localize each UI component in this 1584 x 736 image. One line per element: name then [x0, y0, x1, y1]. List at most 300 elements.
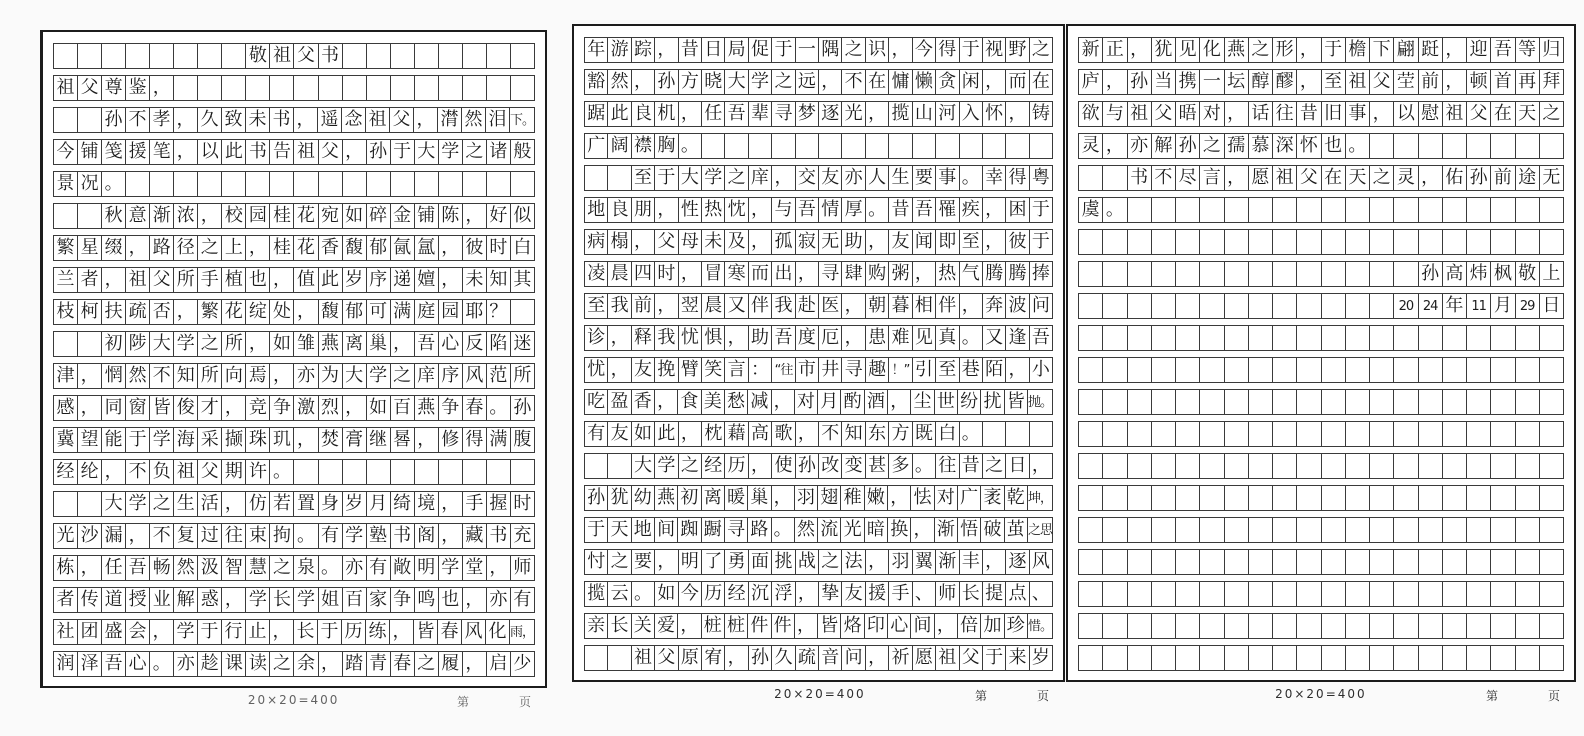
grid-cell: ， [126, 235, 150, 261]
grid-cell: 闻 [913, 229, 936, 255]
grid-cell: 吾 [1030, 325, 1053, 351]
grid-cell: 茔 [1394, 69, 1418, 95]
grid-cell: 有 [511, 587, 535, 613]
grid-cell: 光 [53, 523, 78, 549]
grid-cell: 形 [1273, 37, 1297, 63]
grid-cell: 爱 [655, 613, 678, 639]
grid-cell: 学 [655, 453, 678, 479]
grid-cell [1491, 613, 1515, 639]
grid-cell [343, 171, 367, 197]
grid-cell: 逐 [1006, 549, 1029, 575]
grid-cell: 皆 [414, 619, 438, 645]
grid-cell: 上 [222, 235, 246, 261]
grid-cell: 解 [1152, 133, 1176, 159]
grid-cell: 祖 [1273, 165, 1297, 191]
grid-cell: ： [749, 357, 772, 383]
grid-cell [1273, 613, 1297, 639]
grid-cell [1491, 325, 1515, 351]
grid-cell: 陷 [487, 331, 511, 357]
grid-cell: 。 [1103, 197, 1127, 223]
grid-cell: 争 [439, 395, 463, 421]
grid-cell: 庠 [749, 165, 772, 191]
grid-cell: 所 [174, 267, 198, 293]
grid-cell: 采 [198, 427, 222, 453]
grid-cell [1394, 197, 1418, 223]
char-grid [53, 43, 535, 677]
grid-row [53, 619, 535, 645]
grid-row [584, 613, 1053, 639]
grid-cell [1322, 293, 1346, 319]
grid-cell: 酒 [865, 389, 888, 415]
grid-row [53, 139, 535, 165]
grid-cell [78, 491, 102, 517]
grid-cell: ， [439, 491, 463, 517]
grid-cell [319, 171, 343, 197]
grid-cell [1467, 613, 1491, 639]
grid-cell: 沉 [749, 581, 772, 607]
grid-cell: 变 [842, 453, 865, 479]
grid-cell: 世 [935, 389, 958, 415]
grid-cell: 香 [632, 389, 655, 415]
grid-cell [1249, 485, 1273, 511]
grid-cell: 祖 [1128, 101, 1152, 127]
grid-cell: 之 [1370, 165, 1394, 191]
grid-cell [78, 43, 102, 69]
grid-cell [1370, 261, 1394, 287]
grid-cell [1322, 549, 1346, 575]
grid-cell [842, 133, 865, 159]
grid-cell [1152, 229, 1176, 255]
grid-cell: 柯 [78, 299, 102, 325]
grid-cell: 不 [842, 69, 865, 95]
grid-cell: 争 [391, 587, 415, 613]
grid-cell: 难 [889, 325, 912, 351]
grid-cell: 况 [78, 171, 102, 197]
grid-cell: 所 [511, 363, 535, 389]
grid-cell [866, 133, 889, 159]
grid-cell: 困 [1006, 197, 1029, 223]
grid-cell: 改 [819, 453, 842, 479]
grid-cell: 仿 [246, 491, 270, 517]
grid-cell [1273, 389, 1297, 415]
grid-row [53, 203, 535, 229]
grid-cell: 于 [960, 37, 983, 63]
grid-cell: 陟 [126, 331, 150, 357]
grid-cell [1540, 421, 1564, 447]
grid-row [53, 331, 535, 357]
grid-cell [1176, 261, 1200, 287]
grid-cell: ， [913, 261, 936, 287]
grid-cell [1322, 229, 1346, 255]
grid-cell: 趁 [198, 651, 222, 677]
grid-cell: 见 [913, 325, 936, 351]
grid-row [53, 459, 535, 485]
grid-row [53, 363, 535, 389]
grid-cell: 之 [1200, 133, 1224, 159]
grid-cell: 任 [702, 101, 725, 127]
grid-cell: 暮 [889, 293, 912, 319]
grid-cell: ， [960, 293, 983, 319]
grid-row [1078, 453, 1564, 479]
grid-cell: 释 [632, 325, 655, 351]
grid-cell: 孤 [772, 229, 795, 255]
grid-cell: 铺 [415, 203, 439, 229]
grid-cell: 促 [749, 37, 772, 63]
grid-cell: 伴 [936, 293, 959, 319]
grid-cell: 期 [222, 459, 246, 485]
grid-cell [1225, 293, 1249, 319]
grid-cell: 不 [1152, 165, 1176, 191]
grid-cell: 绮 [391, 491, 415, 517]
grid-cell [487, 43, 511, 69]
grid-cell [796, 133, 819, 159]
grid-row [1078, 613, 1564, 639]
grid-cell [1273, 517, 1297, 543]
grid-cell: 今 [913, 37, 936, 63]
grid-cell [439, 459, 463, 485]
grid-cell: 学 [343, 523, 367, 549]
grid-cell: 梦 [796, 101, 819, 127]
grid-cell: 遥 [318, 107, 342, 133]
grid-cell: 惘 [102, 363, 126, 389]
grid-cell: 心 [888, 613, 911, 639]
grid-cell: 拘 [270, 523, 294, 549]
grid-cell: 序 [439, 363, 463, 389]
grid-cell [1443, 325, 1467, 351]
grid-cell [584, 453, 608, 479]
grid-cell: 悟 [958, 517, 981, 543]
grid-cell [1297, 581, 1321, 607]
grid-cell: 若 [270, 491, 294, 517]
grid-cell: 迷 [511, 331, 535, 357]
grid-cell: 热 [702, 197, 725, 223]
grid-cell: 疏 [796, 645, 819, 671]
grid-cell: ， [632, 229, 655, 255]
grid-cell: 孙 [1128, 69, 1152, 95]
grid-cell: ， [102, 267, 126, 293]
grid-cell [1249, 517, 1273, 543]
grid-cell [1200, 357, 1224, 383]
grid-cell [1128, 229, 1152, 255]
grid-cell [1346, 581, 1370, 607]
grid-cell [1200, 453, 1224, 479]
grid-cell: 。 [270, 459, 294, 485]
grid-cell: 经 [702, 453, 725, 479]
grid-cell [1273, 357, 1297, 383]
grid-cell: 间 [911, 613, 934, 639]
grid-cell: 问 [1030, 293, 1053, 319]
grid-cell: 敬 [246, 43, 270, 69]
grid-cell [1394, 549, 1418, 575]
grid-cell: 旧 [1322, 101, 1346, 127]
grid-cell [1491, 645, 1515, 671]
grid-cell [1491, 517, 1515, 543]
grid-cell [1394, 261, 1418, 287]
grid-cell: 桩 [725, 613, 748, 639]
grid-cell: 阁 [415, 523, 439, 549]
grid-cell [343, 43, 367, 69]
grid-cell: ， [343, 395, 367, 421]
grid-cell [1103, 645, 1127, 671]
grid-cell [367, 171, 391, 197]
grid-cell: 无 [819, 229, 842, 255]
grid-cell [1370, 389, 1394, 415]
grid-cell [1176, 581, 1200, 607]
grid-cell: 、 [913, 581, 936, 607]
grid-cell [1297, 421, 1321, 447]
grid-cell: 巢 [367, 331, 391, 357]
grid-cell: 否 [150, 299, 174, 325]
grid-cell: 与 [772, 197, 795, 223]
grid-cell: 罹 [936, 197, 959, 223]
grid-cell: 月 [818, 389, 841, 415]
grid-cell: 医 [819, 293, 842, 319]
grid-cell: 书 [1128, 165, 1152, 191]
grid-cell [198, 43, 222, 69]
grid-cell: 惧 [702, 325, 725, 351]
grid-cell: 师 [936, 581, 959, 607]
grid-cell: 父 [294, 43, 318, 69]
grid-cell: 学 [439, 555, 463, 581]
grid-cell: 光 [842, 101, 865, 127]
grid-cell: 亲 [584, 613, 608, 639]
grid-cell [1249, 421, 1273, 447]
grid-row [584, 357, 1053, 383]
grid-cell: 明 [415, 555, 439, 581]
grid-cell [1006, 133, 1029, 159]
grid-cell [1540, 485, 1564, 511]
grid-cell: 多 [889, 453, 912, 479]
grid-cell: 年 [584, 37, 608, 63]
grid-cell: ， [866, 229, 889, 255]
grid-cell: 润 [53, 651, 78, 677]
grid-cell [463, 43, 487, 69]
grid-cell: 久 [772, 645, 795, 671]
grid-cell: 之 [391, 363, 415, 389]
page-number-suffix: 页 [1547, 689, 1560, 703]
grid-row [1078, 357, 1564, 383]
grid-cell: 冀 [53, 427, 78, 453]
grid-cell: ， [725, 325, 748, 351]
grid-cell [1078, 645, 1103, 671]
grid-cell [1394, 613, 1418, 639]
grid-row [1078, 69, 1564, 95]
grid-cell [1540, 453, 1564, 479]
grid-cell [1078, 293, 1103, 319]
grid-cell [1370, 517, 1394, 543]
grid-cell: 之 [198, 235, 222, 261]
grid-cell [1419, 517, 1443, 543]
grid-cell [1322, 645, 1346, 671]
grid-cell [1419, 421, 1443, 447]
grid-cell: ， [391, 331, 415, 357]
grid-cell [1322, 261, 1346, 287]
grid-cell [1540, 229, 1564, 255]
grid-cell: 闲 [960, 69, 983, 95]
grid-cell: 孙 [1419, 261, 1443, 287]
grid-cell: 而 [1006, 69, 1029, 95]
grid-cell: ， [487, 555, 511, 581]
grid-cell: ， [632, 69, 655, 95]
grid-cell: 明 [679, 549, 702, 575]
grid-cell: ， [222, 587, 246, 613]
grid-cell: 初 [678, 485, 701, 511]
grid-cell: 花 [222, 299, 246, 325]
grid-cell: 如 [367, 395, 391, 421]
grid-row [53, 107, 535, 133]
grid-cell: 在 [1491, 101, 1515, 127]
grid-cell: 然 [608, 69, 631, 95]
grid-cell: 祖 [1443, 101, 1467, 127]
grid-cell: 香 [319, 235, 343, 261]
grid-cell [174, 171, 198, 197]
grid-row [584, 549, 1053, 575]
grid-cell: ， [772, 389, 795, 415]
grid-cell [1078, 517, 1103, 543]
grid-cell: 勇 [725, 549, 748, 575]
grid-cell [1249, 229, 1273, 255]
grid-cell [1225, 581, 1249, 607]
grid-cell: 要 [632, 549, 655, 575]
grid-cell: ， [983, 549, 1006, 575]
grid-cell: 浓 [174, 203, 198, 229]
grid-cell: 彼 [463, 235, 487, 261]
grid-cell: 祖 [632, 645, 655, 671]
grid-cell: ， [679, 261, 702, 287]
grid-row [584, 197, 1053, 223]
grid-cell [1249, 261, 1273, 287]
grid-cell: 往 [936, 453, 959, 479]
page-number-suffix: 页 [518, 695, 531, 709]
grid-cell [1273, 421, 1297, 447]
grid-cell [1346, 517, 1370, 543]
grid-cell: 燕 [319, 331, 343, 357]
grid-cell: 练 [366, 619, 390, 645]
grid-cell: ， [655, 293, 678, 319]
grid-cell: 事 [936, 165, 959, 191]
grid-cell: 忱 [725, 197, 748, 223]
grid-cell: ， [935, 613, 958, 639]
grid-cell: 慵 [889, 69, 912, 95]
grid-cell [1225, 325, 1249, 351]
grid-row [1078, 165, 1564, 191]
grid-cell [1200, 581, 1224, 607]
grid-cell: ， [1443, 37, 1467, 63]
grid-cell: 炜 [1467, 261, 1491, 287]
grid-cell: 孙 [655, 69, 678, 95]
grid-cell [1443, 357, 1467, 383]
grid-cell: 寂 [796, 229, 819, 255]
grid-cell [1225, 229, 1249, 255]
grid-cell: 泽 [78, 651, 102, 677]
grid-cell [1370, 453, 1394, 479]
grid-cell: 。 [913, 453, 936, 479]
grid-cell [294, 75, 318, 101]
grid-cell [1419, 133, 1443, 159]
grid-cell [1467, 453, 1491, 479]
grid-cell: 百 [391, 395, 415, 421]
grid-cell: 任 [102, 555, 126, 581]
grid-cell: 孙 [749, 645, 772, 671]
grid-cell [1200, 485, 1224, 511]
grid-cell [1103, 229, 1127, 255]
grid-cell [1297, 357, 1321, 383]
grid-cell: 绽 [246, 299, 270, 325]
grid-cell: 翌 [679, 293, 702, 319]
grid-cell: 撷 [222, 427, 246, 453]
grid-row [1078, 229, 1564, 255]
grid-cell: 风 [463, 363, 487, 389]
grid-cell: 懒 [913, 69, 936, 95]
grid-cell: 视 [983, 37, 1006, 63]
grid-cell: 面 [749, 549, 772, 575]
grid-cell: 般 [511, 139, 535, 165]
grid-row [1078, 133, 1564, 159]
grid-cell: 美 [702, 389, 725, 415]
grid-cell: 暖 [725, 485, 748, 511]
grid-cell [1078, 421, 1103, 447]
grid-cell: 24 [1419, 293, 1443, 319]
grid-cell: 阔 [608, 133, 631, 159]
grid-cell: 又 [983, 325, 1006, 351]
grid-row [1078, 101, 1564, 127]
grid-cell: ， [679, 101, 702, 127]
grid-cell: 前 [1419, 69, 1443, 95]
grid-cell: 之思 [1028, 517, 1053, 543]
grid-cell: 孙 [102, 107, 126, 133]
grid-cell [1370, 357, 1394, 383]
grid-cell [1322, 453, 1346, 479]
grid-cell: 惑 [198, 587, 222, 613]
grid-cell: ， [796, 261, 819, 287]
grid-cell: 要 [913, 165, 936, 191]
grid-cell: 祖 [294, 139, 318, 165]
grid-cell: 大 [102, 491, 126, 517]
grid-cell: 。 [319, 555, 343, 581]
grid-cell [511, 459, 535, 485]
grid-cell: 一 [1200, 69, 1224, 95]
grid-cell: ， [1006, 101, 1029, 127]
grid-cell: ， [294, 299, 318, 325]
grid-cell: 慧 [246, 555, 270, 581]
grid-cell: 置 [294, 491, 318, 517]
grid-cell: ， [1103, 133, 1127, 159]
grid-cell: 慰 [1419, 101, 1443, 127]
grid-cell: ， [725, 645, 748, 671]
grid-row [584, 581, 1053, 607]
grid-cell [270, 75, 294, 101]
grid-row [53, 523, 535, 549]
grid-cell: 之 [415, 651, 439, 677]
grid-row [584, 517, 1053, 543]
grid-cell: 揽 [889, 101, 912, 127]
grid-cell: 。 [294, 523, 318, 549]
grid-cell [1103, 517, 1127, 543]
grid-cell [1225, 261, 1249, 287]
grid-cell [1297, 517, 1321, 543]
grid-cell [1225, 421, 1249, 447]
grid-cell: 氲 [415, 235, 439, 261]
grid-cell: 至 [632, 165, 655, 191]
grid-cell [1103, 389, 1127, 415]
grid-cell: 未 [702, 229, 725, 255]
grid-cell [1176, 645, 1200, 671]
grid-cell: 向 [222, 363, 246, 389]
grid-cell: 告 [270, 139, 294, 165]
grid-row [1078, 293, 1564, 319]
grid-cell [1394, 517, 1418, 543]
grid-cell: 父 [319, 139, 343, 165]
